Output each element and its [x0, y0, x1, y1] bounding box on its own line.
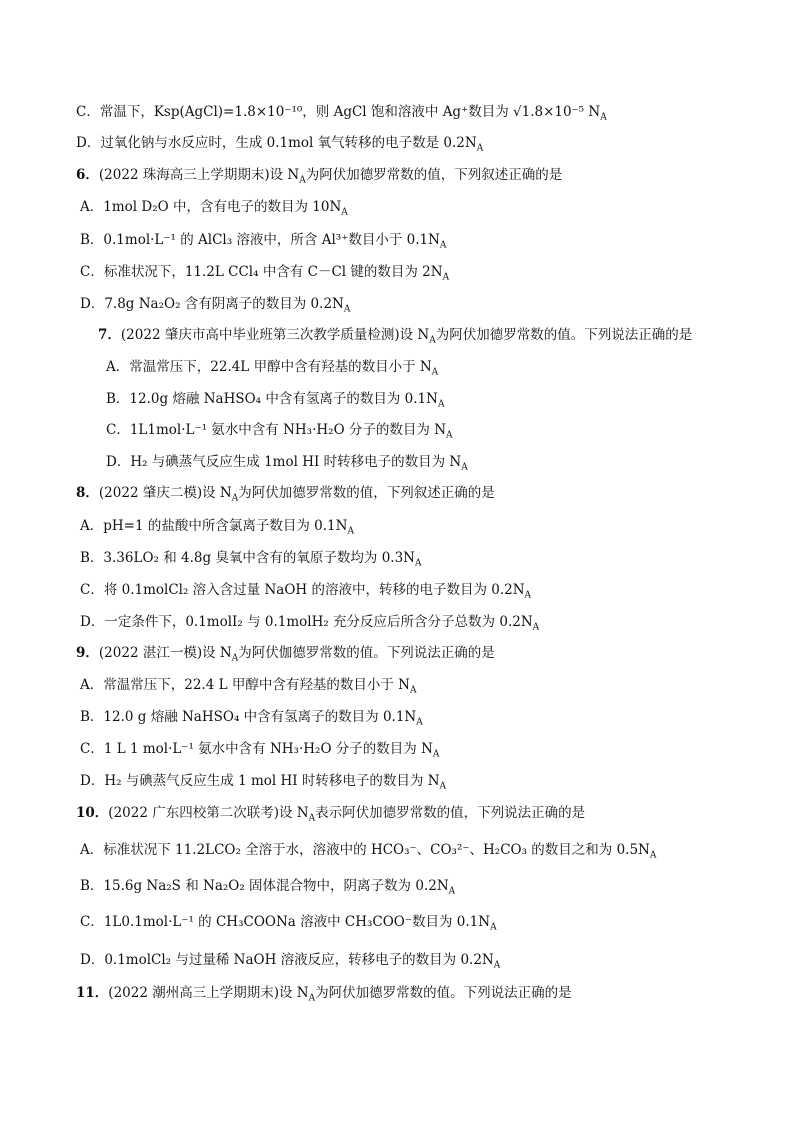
- option-10d: D．0.1molCl₂ 与过量稀 NaOH 溶液反应，转移电子的数目为 $0.2N_A$: [80, 952, 501, 971]
- option-9c: C．1 L 1 mol·L⁻¹ 氨水中含有 NH₃·H₂O 分子的数目为 $N_A$: [80, 741, 440, 760]
- option-7c: C．1L1mol·L⁻¹ 氨水中含有 NH₃·H₂O 分子的数目为 $N_A$: [106, 422, 453, 441]
- option-8a: A．pH=1 的盐酸中所含氯离子数目为 $0.1N_A$: [80, 518, 354, 537]
- option-6c: C．标准状况下，11.2L CCl₄ 中含有 C－Cl 键的数目为 $2N_A$: [80, 264, 450, 283]
- option-6a: A．1mol D₂O 中，含有电子的数目为 $10N_A$: [80, 199, 348, 218]
- option-9a: A．常温常压下，22.4 L 甲醇中含有羟基的数目小于 $N_A$: [80, 677, 417, 696]
- option-10c: C．1L0.1mol·L⁻¹ 的 CH₃COONa 溶液中 CH₃COO⁻数目为 $0.1N_A$: [80, 914, 497, 933]
- option-8c: C．将 0.1molCl₂ 溶入含过量 NaOH 的溶液中，转移的电子数目为 $0.2N_A$: [80, 582, 532, 601]
- option-5c: C．常温下，Ksp(AgCl)=1.8×10⁻¹⁰，则 AgCl 饱和溶液中 Ag⁺数目为 √1.8×10⁻⁵ $N_A$: [76, 104, 607, 123]
- question-9: 9．(2022 湛江一模)设 $N_A$为阿伏伽德罗常数的值。下列说法正确的是: [76, 645, 495, 664]
- option-10a: A．标准状况下 11.2LCO₂ 全溶于水，溶液中的 HCO₃⁻、CO₃²⁻、H₂CO₃ 的数目之和为 $0.5N_A$: [80, 842, 657, 861]
- option-10b: B．15.6g Na₂S 和 Na₂O₂ 固体混合物中，阴离子数为 $0.2N_A$: [80, 878, 456, 897]
- option-9d: D．H₂ 与碘蒸气反应生成 1 mol HI 时转移电子的数目为 $N_A$: [80, 773, 447, 792]
- option-9b: B．12.0 g 熔融 NaHSO₄ 中含有氢离子的数目为 $0.1N_A$: [80, 709, 423, 728]
- option-6d: D．7.8g Na₂O₂ 含有阴离子的数目为 $0.2N_A$: [80, 296, 351, 315]
- option-7d: D．H₂ 与碘蒸气反应生成 1mol HI 时转移电子的数目为 $N_A$: [106, 454, 468, 473]
- question-10: 10．(2022 广东四校第二次联考)设 $N_A$表示阿伏加德罗常数的值，下列说法正确的是: [76, 805, 586, 824]
- option-6b: B．0.1mol·L⁻¹ 的 AlCl₃ 溶液中，所含 Al³⁺数目小于 $0.1N_A$: [80, 232, 447, 251]
- option-7a: A．常温常压下，22.4L 甲醇中含有羟基的数目小于 $N_A$: [106, 359, 439, 378]
- option-8d: D．一定条件下，0.1molI₂ 与 0.1molH₂ 充分反应后所含分子总数为 $0.2N_A$: [80, 614, 540, 633]
- question-8: 8．(2022 肇庆二模)设 $N_A$为阿伏加德罗常数的值，下列叙述正确的是: [76, 485, 495, 504]
- option-8b: B．3.36LO₂ 和 4.8g 臭氧中含有的氧原子数均为 $0.3N_A$: [80, 550, 422, 569]
- question-11: 11．(2022 潮州高三上学期期末)设 $N_A$为阿伏加德罗常数的值。下列说法正确的是: [76, 985, 572, 1004]
- question-6: 6．(2022 珠海高三上学期期末)设 $N_A$为阿伏加德罗常数的值，下列叙述正确的是: [76, 167, 563, 186]
- question-7: 7．(2022 肇庆市高中毕业班第三次教学质量检测)设 $N_A$为阿伏加德罗常数的值。下列说法正确的是: [98, 327, 693, 346]
- option-5d: D．过氧化钠与水反应时，生成 0.1mol 氧气转移的电子数是 $0.2N_A$: [76, 135, 484, 154]
- option-7b: B．12.0g 熔融 NaHSO₄ 中含有氢离子的数目为 $0.1N_A$: [106, 391, 445, 410]
